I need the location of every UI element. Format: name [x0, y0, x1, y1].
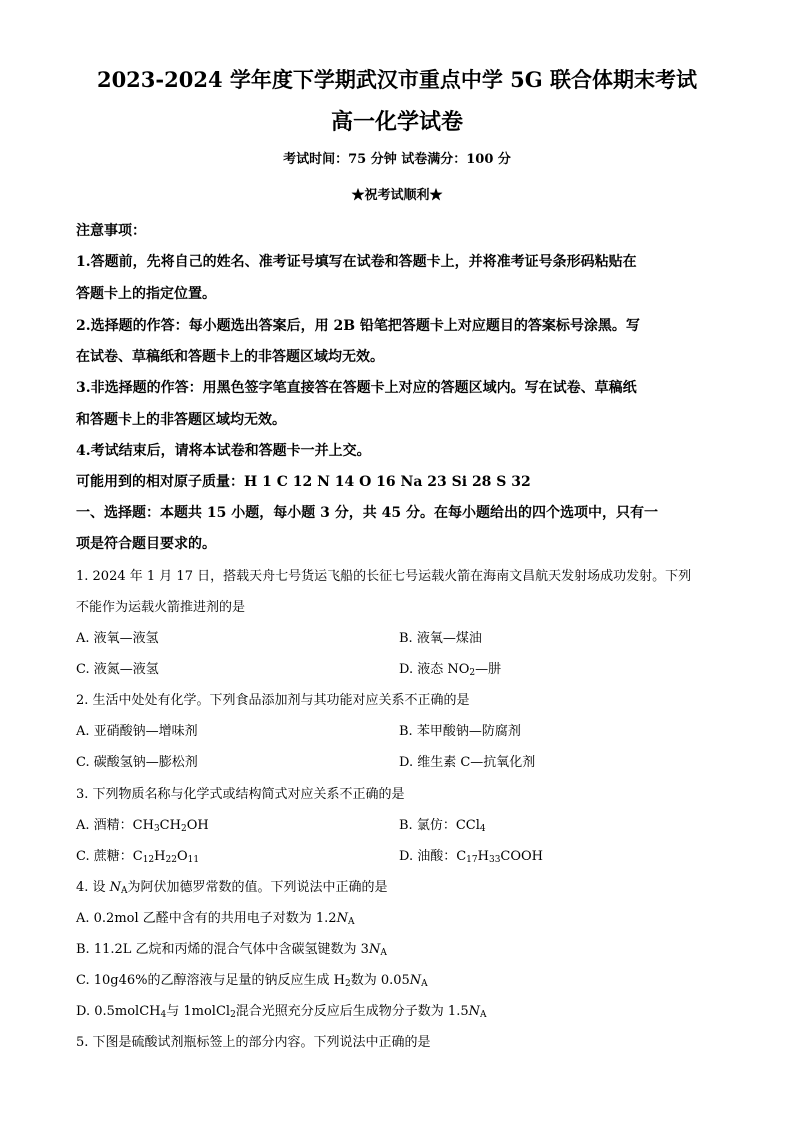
q1-stem-a: 1. 2024 年 1 月 17 日，搭载天舟七号货运飞船的长征七号运载火箭在海南文昌航天发射场成功发射。下列	[76, 569, 692, 584]
q4-c-mid: 数为 0.05	[350, 973, 410, 988]
q2-option-b: B. 苯甲酸钠—防腐剂	[399, 724, 521, 739]
q1-d-sub: 2	[469, 668, 476, 678]
q4-c-sub1: 2	[344, 979, 351, 989]
q4-c-n: N	[409, 973, 422, 988]
q2-option-c: C. 碳酸氢钠—膨松剂	[76, 755, 198, 770]
note-3b: 和答题卡上的非答题区域均无效。	[76, 412, 286, 428]
q3-c-mid2: O	[176, 849, 188, 864]
notes-heading: 注意事项：	[76, 223, 146, 239]
q1-option-d	[399, 658, 501, 677]
note-1b: 答题卡上的指定位置。	[76, 286, 216, 302]
q4-d-sub: A	[479, 1010, 487, 1020]
exam-subtitle: 高一化学试卷	[330, 109, 463, 135]
q4-d-sub1: 4	[160, 1010, 167, 1020]
note-2a: 2.选择题的作答：每小题选出答案后，用 2B 铅笔把答题卡上对应题目的答案标号涂黑。写	[76, 318, 640, 334]
q4-option-b	[76, 938, 387, 957]
q3-d-sub2: 33	[488, 855, 501, 865]
q4-d-n: N	[468, 1004, 480, 1019]
q3-d-sub1: 17	[466, 855, 478, 865]
q3-a-mid: CH	[159, 818, 181, 833]
section1-heading-b: 项是符合题目要求的。	[76, 536, 216, 552]
q3-stem: 3. 下列物质名称与化学式或结构简式对应关系不正确的是	[76, 787, 405, 802]
note-4: 4.考试结束后，请将本试卷和答题卡一并上交。	[76, 443, 371, 459]
q4-stem	[76, 876, 388, 895]
q3-b-pre: B. 氯仿：CCl	[399, 818, 480, 833]
q3-a-post: OH	[186, 818, 209, 833]
q4-c-pre: C. 10g46%的乙醇溶液与足量的钠反应生成 H	[76, 973, 345, 988]
q4-d-pre: D. 0.5molCH	[76, 1004, 161, 1019]
q4-b-sub: A	[380, 948, 387, 958]
q2-option-d: D. 维生素 C—抗氧化剂	[399, 755, 536, 770]
exam-info: 考试时间：75 分钟 试卷满分：100 分	[283, 152, 511, 167]
exam-wish: ★祝考试顺利★	[351, 188, 443, 203]
q3-option-a	[76, 814, 209, 833]
note-1a: 1.答题前，先将自己的姓名、准考证号填写在试卷和答题卡上，并将准考证号条形码粘贴在	[76, 254, 637, 270]
section1-heading-a: 一、选择题：本题共 15 小题，每小题 3 分，共 45 分。在每小题给出的四个选项中，只有一	[76, 505, 658, 521]
q4-a-sub: A	[347, 917, 355, 927]
q3-a-pre: A. 酒精：CH	[76, 818, 154, 833]
q4-b-pre: B. 11.2L 乙烷和丙烯的混合气体中含碳氢键数为 3	[76, 942, 369, 957]
q4-option-a	[76, 907, 354, 926]
q3-c-sub2: 22	[165, 855, 177, 865]
q5-stem: 5. 下图是硫酸试剂瓶标签上的部分内容。下列说法中正确的是	[76, 1035, 431, 1050]
q4-option-c	[76, 969, 428, 988]
q3-d-pre: D. 油酸：C	[399, 849, 467, 864]
q4-stem-pre: 4. 设	[76, 880, 110, 895]
q1-d-post: —肼	[475, 662, 502, 677]
q3-option-c	[76, 845, 199, 864]
q2-stem: 2. 生活中处处有化学。下列食品添加剂与其功能对应关系不正确的是	[76, 693, 470, 708]
q3-c-sub1: 12	[142, 855, 155, 865]
q3-option-d	[399, 845, 543, 864]
q4-a-pre: A. 0.2mol 乙醛中含有的共用电子对数为 1.2	[76, 911, 337, 926]
q4-c-sub: A	[421, 979, 428, 989]
q3-c-sub3: 11	[187, 855, 200, 865]
q4-d-sub2: 2	[230, 1010, 236, 1020]
q4-a-n: N	[336, 911, 348, 926]
q3-option-b	[399, 814, 486, 833]
q1-option-a: A. 液氧—液氢	[76, 631, 159, 646]
note-3a: 3.非选择题的作答：用黑色签字笔直接答在答题卡上对应的答题区域内。写在试卷、草稿纸	[76, 380, 637, 396]
q4-d-mid2: 混合光照充分反应后生成物分子数为 1.5	[235, 1004, 469, 1019]
q3-d-mid: H	[477, 849, 489, 864]
exam-title: 2023-2024 学年度下学期武汉市重点中学 5G 联合体期末考试	[96, 67, 698, 92]
note-2b: 在试卷、草稿纸和答题卡上的非答题区域均无效。	[76, 349, 384, 365]
q1-option-c: C. 液氮—液氢	[76, 662, 159, 677]
q3-a-sub2: 2	[180, 824, 187, 834]
q3-b-sub1: 4	[479, 824, 486, 834]
q3-a-sub1: 3	[153, 824, 160, 834]
q4-d-mid1: 与 1molCl	[166, 1004, 231, 1019]
q1-d-pre: D. 液态 NO	[399, 662, 470, 677]
q4-stem-post: 为阿伏加德罗常数的值。下列说法中正确的是	[127, 880, 388, 895]
q4-stem-n: N	[109, 880, 122, 895]
q4-stem-a: A	[121, 886, 128, 896]
q3-c-pre: C. 蔗糖：C	[76, 849, 143, 864]
q3-c-mid1: H	[154, 849, 166, 864]
q2-option-a: A. 亚硝酸钠—增味剂	[76, 724, 198, 739]
q4-option-d	[76, 1000, 486, 1019]
q4-b-n: N	[368, 942, 381, 957]
q3-d-post: COOH	[500, 849, 544, 864]
q1-stem-b: 不能作为运载火箭推进剂的是	[76, 600, 246, 615]
q1-option-b: B. 液氧—煤油	[399, 631, 482, 646]
atomic-mass: 可能用到的相对原子质量：H 1 C 12 N 14 O 16 Na 23 Si 28 S 32	[76, 474, 531, 490]
